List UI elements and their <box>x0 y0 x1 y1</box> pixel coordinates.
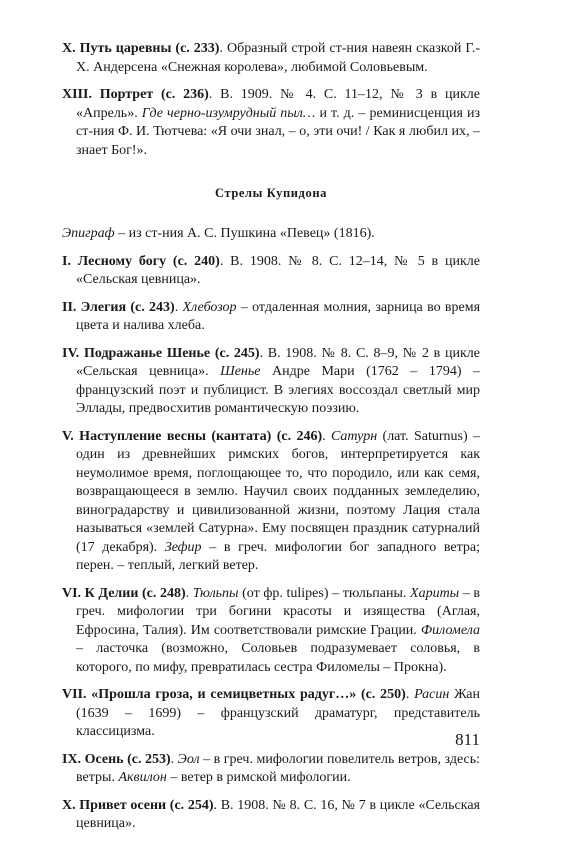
entry-heading: XIII. Портрет (с. 236) <box>62 87 209 102</box>
italic-term: Зефир <box>164 539 202 555</box>
note-text: – в греч. мифологии бог западного ветра; перен. – теплый, легкий ветер. <box>76 539 481 573</box>
commentary-entry <box>62 299 480 336</box>
note-text: . В. 1908. № 8. С. 12–14, № 5 в цикле «Сельская цевница». <box>76 253 480 287</box>
entry-paragraph <box>62 585 480 678</box>
note-text: . <box>170 751 178 767</box>
section-title: Стрелы Купидона <box>215 186 327 200</box>
entry-heading: I. Лесному богу (с. 240) <box>62 253 220 269</box>
entry-heading: IX. Осень (с. 253) <box>62 751 171 767</box>
note-text: – отдаленная молния, зарница во время цвета и налива хлеба. <box>76 299 481 333</box>
commentary-entry <box>62 585 480 678</box>
entry-paragraph <box>62 86 480 160</box>
commentary-entry <box>62 345 480 419</box>
note-text: . <box>185 585 193 601</box>
note-text: – из ст-ния А. С. Пушкина «Певец» (1816). <box>114 226 375 241</box>
note-text: Андре Мари (1762 – 1794) – французский поэт и публицист. В элегиях воссоздал светлый мир Эллады, предвосхитив романтическую поэзию. <box>76 364 481 416</box>
italic-term: Шенье <box>220 364 261 379</box>
entry-paragraph <box>62 797 480 834</box>
commentary-entry <box>62 686 480 742</box>
commentary-entry <box>62 86 480 160</box>
epigraph-note <box>62 225 480 244</box>
commentary-entry <box>62 40 480 77</box>
entry-heading: X. Привет осени (с. 254) <box>62 797 214 813</box>
entry-heading: VI. К Делии (с. 248) <box>62 585 186 601</box>
italic-term: Тюльпы <box>192 585 239 601</box>
entry-paragraph <box>62 299 480 336</box>
note-text: . <box>174 299 183 315</box>
italic-term: Эпиграф <box>62 226 115 241</box>
note-text: (от фр. tulipes) – тюльпаны. <box>238 585 411 601</box>
entry-paragraph <box>62 253 480 290</box>
italic-term: Где черно-изумрудный пыл… <box>141 105 316 121</box>
entry-paragraph <box>62 751 480 788</box>
commentary-entries <box>62 253 480 834</box>
italic-term: Филомела <box>420 622 480 638</box>
note-text: – ветер в римской мифологии. <box>166 770 351 785</box>
note-text: . Образный строй ст-ния навеян сказкой Г.-Х. Андерсена «Снежная королева», любимой Соловьевым. <box>76 41 480 75</box>
top-notes <box>62 40 480 843</box>
italic-term: Эол <box>177 751 200 767</box>
entry-heading: II. Элегия (с. 243) <box>62 299 175 315</box>
entry-heading: IV. Подражанье Шенье (с. 245) <box>62 345 260 361</box>
italic-term: Аквилон <box>118 770 167 785</box>
commentary-entry <box>62 428 480 576</box>
note-text: . В. 1909. № 4. С. 11–12, № 3 в цикле «Апрель». <box>76 87 480 121</box>
note-text: . В. 1908. № 8. С. 16, № 7 в цикле «Сельская цевница». <box>76 797 480 831</box>
italic-term: Сатурн <box>330 428 378 444</box>
entry-paragraph <box>62 428 480 576</box>
entry-heading: V. Наступление весны (кантата) (с. 246) <box>62 428 323 444</box>
note-text: Жан (1639 – 1699) – французский драматург, представитель классицизма. <box>76 687 480 739</box>
italic-term: Хариты <box>410 585 460 601</box>
italic-term: Хлебозор <box>182 299 237 315</box>
entry-paragraph <box>62 686 480 742</box>
note-text: – в греч. мифологии три богини красоты и изящества (Аглая, Ефросина, Талия). Им соответствовали римские Грации. <box>76 585 480 638</box>
italic-term: Расин <box>414 687 450 702</box>
epigraph-text <box>62 225 480 244</box>
note-text: – в греч. мифологии повелитель ветров, здесь: ветры. <box>76 751 481 785</box>
commentary-entry <box>62 797 480 834</box>
entry-heading: VII. «Прошла гроза, и семицветных радуг…» (с. 250) <box>62 687 406 702</box>
note-text: . В. 1908. № 8. С. 8–9, № 2 в цикле «Сельская цевница». <box>76 345 480 379</box>
note-text: и т. д. – реминисценция из ст-ния Ф. И. Тютчева: «Я очи знал, – о, эти очи! / Как я любил их, – знает Бог!». <box>76 105 480 158</box>
commentary-entry <box>62 253 480 290</box>
entry-heading: X. Путь царевны (с. 233) <box>62 41 220 56</box>
entry-paragraph <box>62 345 480 419</box>
page-number: 811 <box>455 730 480 749</box>
commentary-entry <box>62 751 480 788</box>
note-text: . <box>405 687 415 702</box>
top-entries <box>62 40 480 160</box>
note-text: . <box>322 428 331 444</box>
note-text: – ласточка (возможно, Соловьев подразумевает соловья, в которого, по мифу, превратилась сестра Филомелы – Прокна). <box>76 641 480 675</box>
note-text: (лат. Saturnus) – один из древнейших римских богов, интерпретируется как неумолимое время, поглощающее то, что породило, или как семя, возвращающееся в землю. Научил своих подданных земледелию, виноградарству и цивилизованной жизни, поэтому Лация стала называться «землей Сатурна». Ему посвящен праздник сатурналий (17 декабря). <box>76 428 480 555</box>
entry-paragraph <box>62 40 480 77</box>
